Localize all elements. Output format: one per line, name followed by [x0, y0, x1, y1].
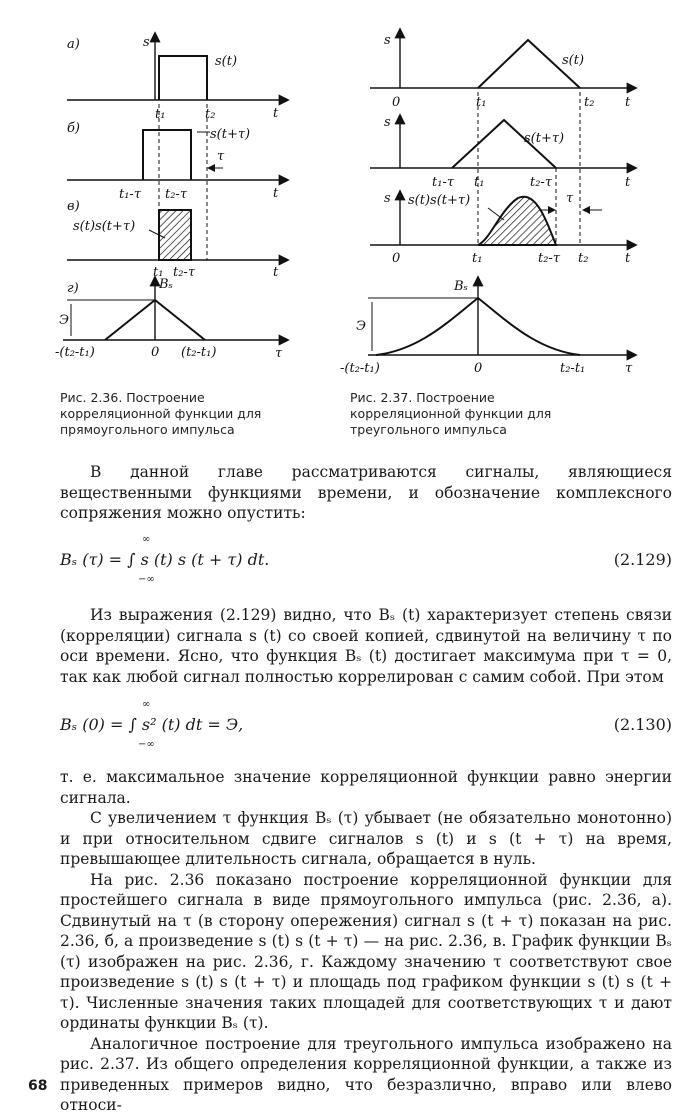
fig237-r3-t2tau: t₂-τ: [538, 251, 561, 266]
paragraph-2: Из выражения (2.129) видно, что Bₛ (t) характеризует степень связи (корреляции) сигнала s (t) со своей копией, сдвинутой на величину τ по оси времени. Ясно, что функция Bₛ (t) достигает максимума при τ = 0, так как любой сигнал полностью коррелирован с самим собой. При этом: [60, 606, 672, 686]
fig237-r1-t-label: t: [625, 95, 631, 110]
page-number: 68: [28, 1078, 48, 1094]
fig237-r1-s-label: s: [384, 33, 391, 48]
fig237-r2-curve: s(t+τ): [524, 131, 565, 146]
fig236-b-pulse: [143, 130, 191, 180]
fig237-r4-tau-label: τ: [625, 361, 633, 376]
fig236-b-t1tau: t₁-τ: [119, 187, 142, 202]
fig236-b-t2tau: t₂-τ: [165, 187, 188, 202]
fig237-r4-B-label: Bₛ: [454, 279, 468, 294]
fig236-v-t1: t₁: [153, 265, 164, 280]
fig237-r4-E: Э: [356, 319, 366, 334]
fig236-g-B-label: Bₛ: [159, 277, 173, 292]
eq130-lower-limit: −∞: [138, 739, 155, 750]
equation-2-130: [60, 699, 672, 750]
eq130-upper-limit: ∞: [142, 699, 151, 710]
fig236-a-t1: t₁: [155, 107, 166, 122]
fig236-g-right: (t₂-t₁): [181, 345, 217, 360]
fig237-r3-product: s(t)s(t+τ): [408, 193, 471, 208]
fig236-g-tau-label: τ: [275, 346, 283, 361]
fig237-r1-curve: s(t): [562, 53, 585, 68]
figure-2-36: [55, 20, 300, 365]
fig236-b-curve-label: s(t+τ): [210, 127, 251, 142]
fig236-label-g: г): [67, 281, 79, 296]
fig237-r3-product-area: [478, 197, 556, 245]
figure-2-36-svg: [55, 20, 300, 365]
fig236-v-product-area: [159, 210, 191, 260]
fig237-r2-t2tau: t₂-τ: [530, 175, 553, 190]
fig237-r3-t1: t₁: [472, 251, 483, 266]
fig236-label-a: а): [67, 37, 80, 52]
paragraph-4: С увеличением τ функция Bₛ (τ) убывает (не обязательно монотонно) и при относительном сдвиге сигналов s (t) и s (t + τ) на время, превышающее длительность сигнала, обращается в нуль.: [60, 809, 672, 868]
fig237-r1-t1: t₁: [476, 95, 487, 110]
fig236-v-t-label: t: [273, 265, 279, 280]
fig237-r1-t2: t₂: [584, 95, 595, 110]
fig236-a-curve-label: s(t): [215, 54, 238, 69]
eq130-expression: Bₛ (0) = ∫ s² (t) dt = Э,: [60, 715, 244, 734]
fig237-r2-t1: t₁: [474, 175, 485, 190]
fig236-a-pulse: [159, 56, 207, 100]
fig236-g-left: -(t₂-t₁): [55, 345, 95, 360]
fig236-v-t2tau: t₂-τ: [173, 265, 196, 280]
fig236-a-t2: t₂: [205, 107, 216, 122]
fig237-r4-zero: 0: [474, 361, 483, 376]
fig236-v-product-label: s(t)s(t+τ): [73, 219, 136, 234]
fig237-r3-zero: 0: [392, 251, 401, 266]
fig236-label-v: в): [67, 199, 80, 214]
eq129-expression: Bₛ (τ) = ∫ s (t) s (t + τ) dt.: [60, 550, 270, 569]
eq129-number: (2.129): [613, 550, 672, 569]
fig237-r4-right: t₂-t₁: [560, 361, 586, 376]
eq130-number: (2.130): [613, 715, 672, 734]
fig236-g-zero: 0: [151, 345, 160, 360]
paragraph-3: т. е. максимальное значение корреляционной функции равно энергии сигнала.: [60, 768, 672, 807]
fig236-b-t-label: t: [273, 186, 279, 201]
fig236-g-E: Э: [59, 313, 69, 328]
eq129-lower-limit: −∞: [138, 574, 155, 585]
fig237-r1-zero: 0: [392, 95, 401, 110]
figure-2-37-svg: [340, 20, 640, 376]
equation-2-129: [60, 534, 672, 585]
paragraph-6: Аналогичное построение для треугольного импульса изображено на рис. 2.37. Из общего определения корреляционной функции, а также из приведенных примеров видно, что безразлично, вправо или влево относи-: [60, 1034, 672, 1114]
paragraphs-main-block: [60, 767, 672, 1116]
fig237-r3-t2: t₂: [578, 251, 589, 266]
fig237-r3-t-label: t: [625, 251, 631, 266]
fig236-a-t-label: t: [273, 106, 279, 121]
figure-2-37-caption: Рис. 2.37. Построение корреляционной функции для треугольного импульса: [350, 390, 552, 437]
paragraph-2-block: [60, 605, 672, 687]
figure-2-37: [340, 20, 640, 376]
figure-2-36-caption: Рис. 2.36. Построение корреляционной функции для прямоугольного импульса: [60, 390, 262, 437]
paragraph-5: На рис. 2.36 показано построение корреляционной функции для простейшего сигнала в виде прямоугольного импульса (рис. 2.36, а). Сдвинутый на τ (в сторону опережения) сигнал s (t + τ) показан на рис. 2.36, б, а произведение s (t) s (t + τ) — на рис. 2.36, в. График функции Bₛ (τ) изображен на рис. 2.36, г. Каждому значению τ соответствуют свое произведение s (t) s (t + τ) и площадь под графиком функции s (t) s (t + τ). Численные значения таких площадей для соответствующих τ и дают ординаты функции Bₛ (τ).: [60, 870, 672, 1032]
fig236-a-s-label: s: [143, 35, 150, 50]
eq129-upper-limit: ∞: [142, 534, 151, 545]
fig237-r2-s-label: s: [384, 115, 391, 130]
fig237-r4-left: -(t₂-t₁): [340, 361, 380, 376]
fig237-r2-t1tau: t₁-τ: [432, 175, 455, 190]
fig236-b-tau: τ: [217, 149, 225, 164]
fig236-label-b: б): [67, 121, 81, 136]
paragraph-1-block: [60, 462, 672, 524]
fig237-r3-tau: τ: [566, 191, 574, 206]
paragraph-1: В данной главе рассматриваются сигналы, являющиеся вещественными функциями времени, и обозначение комплексного сопряжения можно опустить:: [60, 463, 672, 522]
fig237-r3-s-label: s: [384, 191, 391, 206]
fig237-r2-t-label: t: [625, 175, 631, 190]
